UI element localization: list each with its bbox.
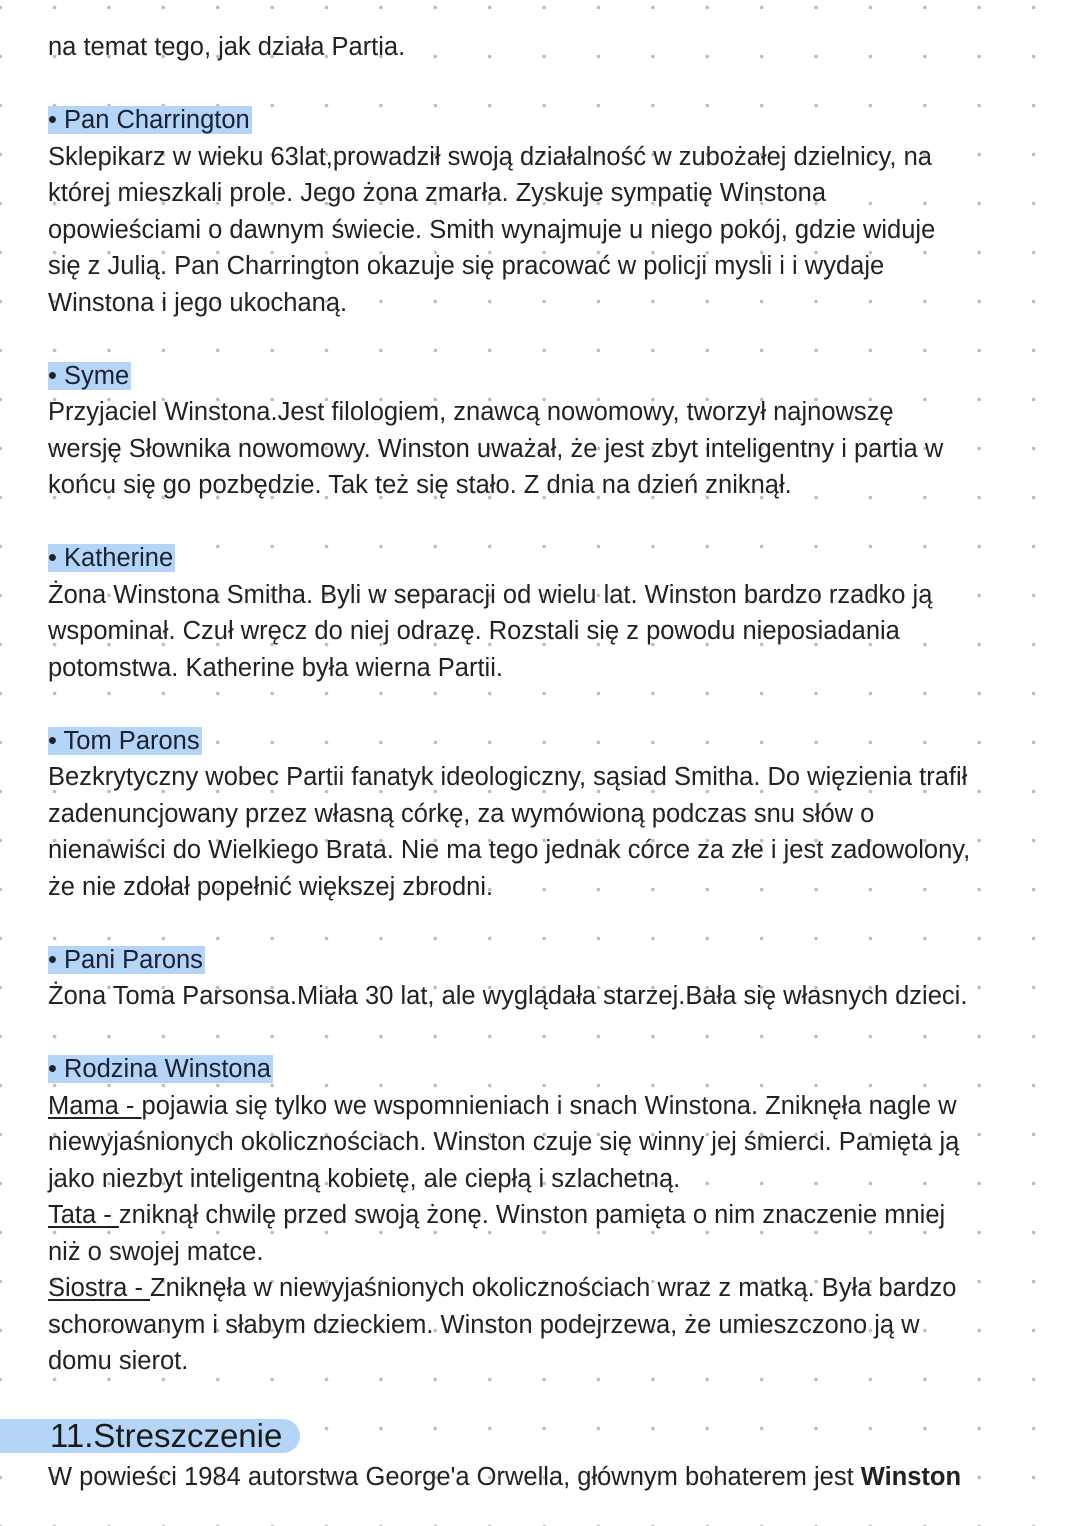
mama-label: Mama -: [48, 1091, 142, 1120]
text-line: wersję Słownika nowomowy. Winston uważał, że jest zbyt inteligentny i partia w: [48, 434, 944, 463]
text-line: domu sierot.: [48, 1347, 189, 1375]
section-title: 11.Streszczenie: [50, 1417, 283, 1454]
summary-bold: Winston: [860, 1463, 962, 1491]
character-heading: • Katherine: [48, 544, 174, 572]
text-line: wspominał. Czuł wręcz do niej odrazę. Rozstali się z powodu nieposiadania: [48, 617, 900, 645]
character-block: [48, 686, 1068, 905]
siostra-label: Siostra -: [48, 1274, 151, 1302]
text-line: której mieszkali prole. Jego żona zmarła. Zyskuje sympatię Winstona: [48, 179, 827, 207]
text-line: Żona Toma Parsonsa.Miała 30 lat, ale wyglądała starzej.Bała się własnych dzieci.: [48, 982, 968, 1010]
character-block: [48, 66, 1068, 322]
character-block: [48, 905, 1068, 1015]
character-heading: • Tom Parons: [48, 726, 200, 755]
text-line: nienawiści do Wielkiego Brata. Nie ma tego jednak córce za złe i jest zadowolony,: [48, 836, 971, 864]
text-line: że nie zdołał popełnić większej zbrodni.: [48, 872, 494, 901]
text-line: końcu się go pozbędzie. Tak też się stało. Z dnia na dzień zniknął.: [48, 471, 792, 499]
summary-line: [48, 1459, 961, 1496]
text-line: niewyjaśnionych okolicznościach. Winston czuje się winny jej śmierci. Pamięta ją: [48, 1128, 960, 1156]
character-block: [48, 504, 1068, 687]
text-line: Przyjaciel Winstona.Jest filologiem, znawcą nowomowy, tworzył najnowszę: [48, 398, 894, 426]
text-line: niż o swojej matce.: [48, 1237, 264, 1266]
document-body: [48, 29, 1068, 1380]
tata-label: Tata -: [48, 1201, 119, 1229]
text-line: Zniknęła w niewyjaśnionych okolicznościach wraz z matką. Była bardzo: [150, 1274, 957, 1302]
character-block: [48, 321, 1068, 504]
text-line: Sklepikarz w wieku 63lat,prowadził swoją działalność w zubożałej dzielnicy, na: [48, 142, 932, 171]
text-line: Winstona i jego ukochaną.: [48, 288, 348, 317]
intro-line: na temat tego, jak działa Partia.: [48, 33, 406, 61]
summary-text: W powieści 1984 autorstwa George'a Orwella, głównym bohaterem jest: [48, 1463, 861, 1491]
text-line: schorowanym i słabym dzieckiem. Winston podejrzewa, że umieszczono ją w: [48, 1310, 920, 1339]
character-heading: • Pan Charrington: [48, 106, 250, 134]
text-line: Bezkrytyczny wobec Partii fanatyk ideologiczny, sąsiad Smitha. Do więzienia trafił: [48, 763, 968, 791]
text-line: zadenuncjowany przez własną córkę, za wymówioną podczas snu słów o: [48, 799, 875, 828]
text-line: potomstwa. Katherine była wierna Partii.: [48, 653, 503, 682]
text-line: opowieściami o dawnym świecie. Smith wynajmuje u niego pokój, gdzie widuje: [48, 215, 936, 244]
section-heading: [0, 1419, 300, 1453]
family-heading: • Rodzina Winstona: [48, 1055, 271, 1083]
text-line: Żona Winstona Smitha. Byli w separacji od wielu lat. Winston bardzo rzadko ją: [48, 580, 933, 609]
text-line: jako niezbyt inteligentną kobietę, ale ciepłą i szlachetną.: [48, 1164, 681, 1193]
character-heading: • Pani Parons: [48, 945, 203, 974]
text-line: się z Julią. Pan Charrington okazuje się pracować w policji mysli i i wydaje: [48, 252, 885, 280]
text-line: pojawia się tylko we wspomnieniach i snach Winstona. Zniknęła nagle w: [141, 1091, 957, 1120]
text-line: zniknął chwilę przed swoją żonę. Winston pamięta o nim znaczenie mniej: [118, 1201, 946, 1229]
character-heading: • Syme: [48, 361, 130, 390]
family-section: [48, 1051, 1068, 1380]
